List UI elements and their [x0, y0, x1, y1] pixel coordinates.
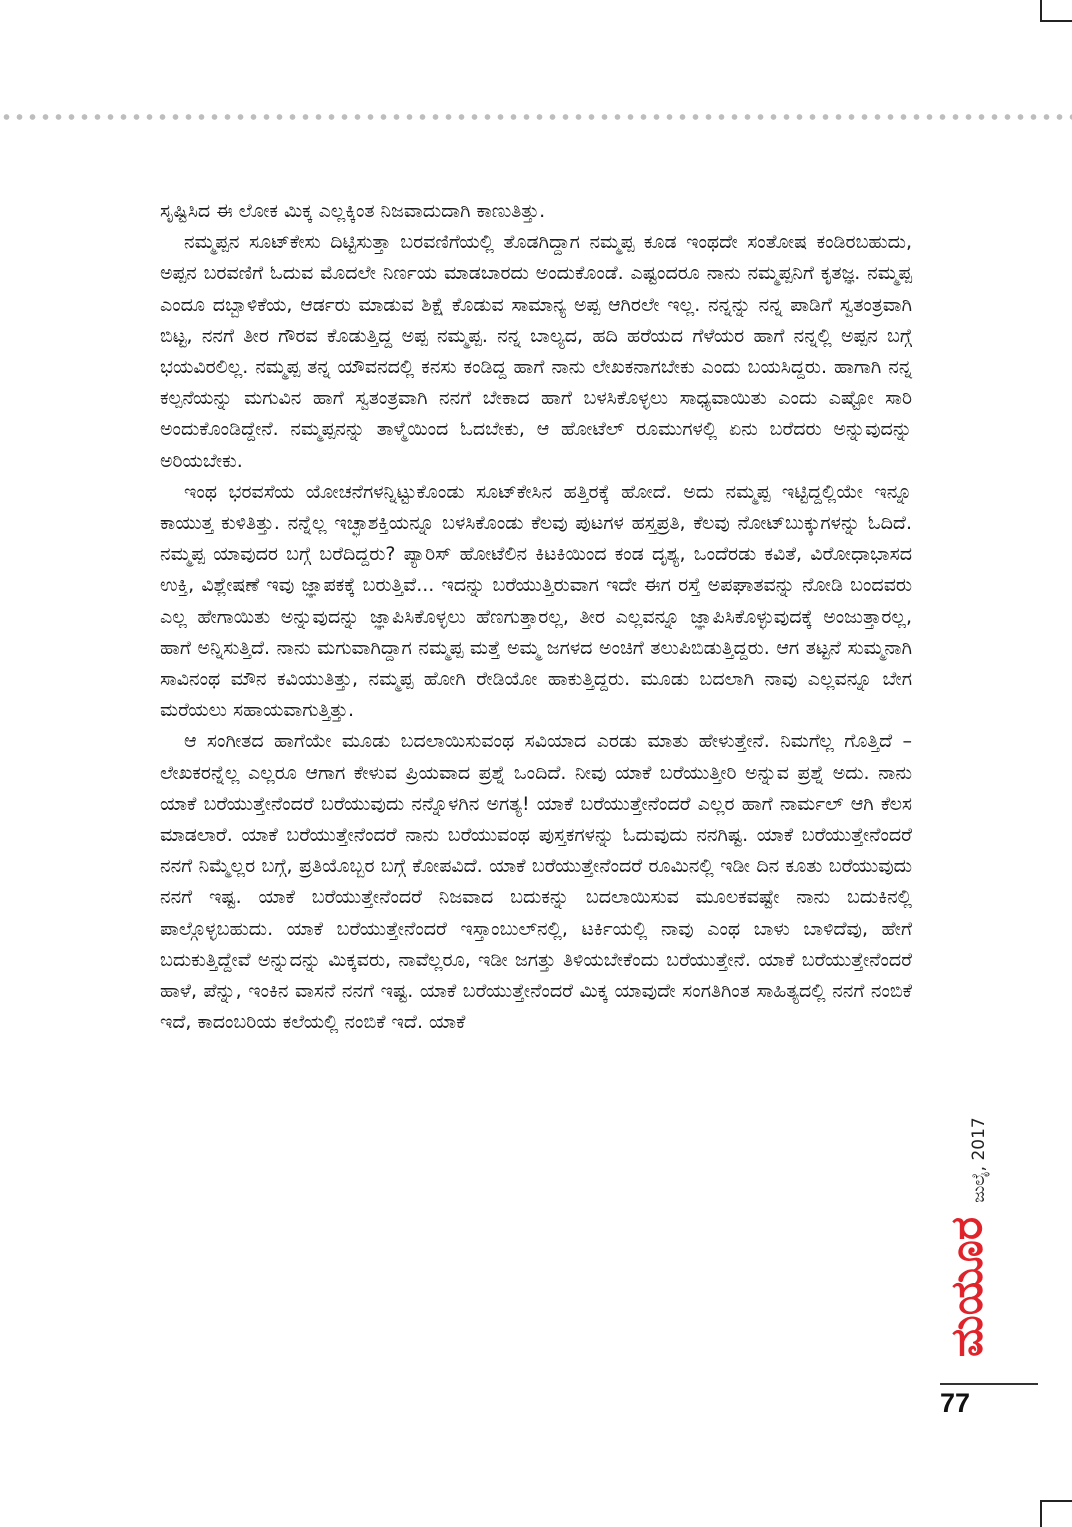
paragraph: ನಮ್ಮಪ್ಪನ ಸೂಟ್‌ಕೇಸು ದಿಟ್ಟಿಸುತ್ತಾ ಬರವಣಿಗೆಯಲ್ಲಿ ತೊಡಗಿದ್ದಾಗ ನಮ್ಮಪ್ಪ ಕೂಡ ಇಂಥದೇ ಸಂತೋಷ ಕಂಡಿರಬಹುದು, ಅಪ್ಪನ ಬರವಣಿಗೆ ಓದುವ ಮೊದಲೇ ನಿರ್ಣಯ ಮಾಡಬಾರದು ಅಂದುಕೊಂಡೆ. ಎಷ್ಟಂದರೂ ನಾನು ನಮ್ಮಪ್ಪನಿಗೆ ಕೃತಜ್ಞ. ನಮ್ಮಪ್ಪ ಎಂದೂ ದಬ್ಬಾಳಿಕೆಯ, ಆರ್ಡರು ಮಾಡುವ ಶಿಕ್ಷೆ ಕೊಡುವ ಸಾಮಾನ್ಯ ಅಪ್ಪ ಆಗಿರಲೇ ಇಲ್ಲ. ನನ್ನನ್ನು ನನ್ನ ಪಾಡಿಗೆ ಸ್ವತಂತ್ರವಾಗಿ ಬಿಟ್ಟ, ನನಗೆ ತೀರ ಗೌರವ ಕೊಡುತ್ತಿದ್ದ ಅಪ್ಪ ನಮ್ಮಪ್ಪ. ನನ್ನ ಬಾಲ್ಯದ, ಹದಿ ಹರೆಯದ ಗೆಳೆಯರ ಹಾಗೆ ನನ್ನಲ್ಲಿ ಅಪ್ಪನ ಬಗ್ಗೆ ಭಯವಿರಲಿಲ್ಲ. ನಮ್ಮಪ್ಪ ತನ್ನ ಯೌವನದಲ್ಲಿ ಕನಸು ಕಂಡಿದ್ದ ಹಾಗೆ ನಾನು ಲೇಖಕನಾಗಬೇಕು ಎಂದು ಬಯಸಿದ್ದರು. ಹಾಗಾಗಿ ನನ್ನ ಕಲ್ಪನೆಯನ್ನು ಮಗುವಿನ ಹಾಗೆ ಸ್ವತಂತ್ರವಾಗಿ ನನಗೆ ಬೇಕಾದ ಹಾಗೆ ಬಳಸಿಕೊಳ್ಳಲು ಸಾಧ್ಯವಾಯಿತು ಎಂದು ಎಷ್ಟೋ ಸಾರಿ ಅಂದುಕೊಂಡಿದ್ದೇನೆ. ನಮ್ಮಪ್ಪನನ್ನು ತಾಳ್ಮೆಯಿಂದ ಓದಬೇಕು, ಆ ಹೋಟೆಲ್ ರೂಮುಗಳಲ್ಲಿ ಏನು ಬರೆದರು ಅನ್ನುವುದನ್ನು ಅರಿಯಬೇಕು. — [160, 231, 912, 472]
paragraph: ಆ ಸಂಗೀತದ ಹಾಗೆಯೇ ಮೂಡು ಬದಲಾಯಿಸುವಂಥ ಸವಿಯಾದ ಎರಡು ಮಾತು ಹೇಳುತ್ತೇನೆ. ನಿಮಗೆಲ್ಲ ಗೊತ್ತಿದೆ – ಲೇಖಕರನ್ನೆಲ್ಲ ಎಲ್ಲರೂ ಆಗಾಗ ಕೇಳುವ ಪ್ರಿಯವಾದ ಪ್ರಶ್ನೆ ಒಂದಿದೆ. ನೀವು ಯಾಕೆ ಬರೆಯುತ್ತೀರಿ ಅನ್ನುವ ಪ್ರಶ್ನೆ ಅದು. ನಾನು ಯಾಕೆ ಬರೆಯುತ್ತೇನೆಂದರೆ ಬರೆಯುವುದು ನನ್ನೊಳಗಿನ ಅಗತ್ಯ! ಯಾಕೆ ಬರೆಯುತ್ತೇನೆಂದರೆ ಎಲ್ಲರ ಹಾಗೆ ನಾರ್ಮಲ್ ಆಗಿ ಕೆಲಸ ಮಾಡಲಾರೆ. ಯಾಕೆ ಬರೆಯುತ್ತೇನೆಂದರೆ ನಾನು ಬರೆಯುವಂಥ ಪುಸ್ತಕಗಳನ್ನು ಓದುವುದು ನನಗಿಷ್ಟ. ಯಾಕೆ ಬರೆಯುತ್ತೇನೆಂದರೆ ನನಗೆ ನಿಮ್ಮೆಲ್ಲರ ಬಗ್ಗೆ, ಪ್ರತಿಯೊಬ್ಬರ ಬಗ್ಗೆ ಕೋಪವಿದೆ. ಯಾಕೆ ಬರೆಯುತ್ತೇನೆಂದರೆ ರೂಮಿನಲ್ಲಿ ಇಡೀ ದಿನ ಕೂತು ಬರೆಯುವುದು ನನಗೆ ಇಷ್ಟ. ಯಾಕೆ ಬರೆಯುತ್ತೇನೆಂದರೆ ನಿಜವಾದ ಬದುಕನ್ನು ಬದಲಾಯಿಸುವ ಮೂಲಕವಷ್ಟೇ ನಾನು ಬದುಕಿನಲ್ಲಿ ಪಾಲ್ಗೊಳ್ಳಬಹುದು. ಯಾಕೆ ಬರೆಯುತ್ತೇನೆಂದರೆ ಇಸ್ತಾಂಬುಲ್‌ನಲ್ಲಿ, ಟರ್ಕಿಯಲ್ಲಿ ನಾವು ಎಂಥ ಬಾಳು ಬಾಳಿದೆವು, ಹೇಗೆ ಬದುಕುತ್ತಿದ್ದೇವೆ ಅನ್ನುದನ್ನು ಮಿಕ್ಕವರು, ನಾವೆಲ್ಲರೂ, ಇಡೀ ಜಗತ್ತು ತಿಳಿಯಬೇಕೆಂದು ಬರೆಯುತ್ತೇನೆ. ಯಾಕೆ ಬರೆಯುತ್ತೇನೆಂದರೆ ಹಾಳೆ, ಪೆನ್ನು, ಇಂಕಿನ ವಾಸನೆ ನನಗೆ ಇಷ್ಟ. ಯಾಕೆ ಬರೆಯುತ್ತೇನೆಂದರೆ ಮಿಕ್ಕ ಯಾವುದೇ ಸಂಗತಿಗಿಂತ ಸಾಹಿತ್ಯದಲ್ಲಿ ನನಗೆ ನಂಬಿಕೆ ಇದೆ, ಕಾದಂಬರಿಯ ಕಲೆಯಲ್ಲಿ ನಂಬಿಕೆ ಇದೆ. ಯಾಕೆ — [160, 730, 912, 1034]
paragraph: ಇಂಥ ಭರವಸೆಯ ಯೋಚನೆಗಳನ್ನಿಟ್ಟುಕೊಂಡು ಸೂಟ್‌ಕೇಸಿನ ಹತ್ತಿರಕ್ಕೆ ಹೋದೆ. ಅದು ನಮ್ಮಪ್ಪ ಇಟ್ಟಿದ್ದಲ್ಲಿಯೇ ಇನ್ನೂ ಕಾಯುತ್ತ ಕುಳಿತಿತ್ತು. ನನ್ನೆಲ್ಲ ಇಚ್ಛಾಶಕ್ತಿಯನ್ನೂ ಬಳಸಿಕೊಂಡು ಕೆಲವು ಪುಟಗಳ ಹಸ್ತಪ್ರತಿ, ಕೆಲವು ನೋಟ್‌ಬುಕ್ಕುಗಳನ್ನು ಓದಿದೆ. ನಮ್ಮಪ್ಪ ಯಾವುದರ ಬಗ್ಗೆ ಬರೆದಿದ್ದರು? ಪ್ಯಾರಿಸ್ ಹೋಟೆಲಿನ ಕಿಟಕಿಯಿಂದ ಕಂಡ ದೃಶ್ಯ, ಒಂದೆರಡು ಕವಿತೆ, ವಿರೋಧಾಭಾಸದ ಉಕ್ತಿ, ವಿಶ್ಲೇಷಣೆ ಇವು ಜ್ಞಾಪಕಕ್ಕೆ ಬರುತ್ತಿವೆ... ಇದನ್ನು ಬರೆಯುತ್ತಿರುವಾಗ ಇದೇ ಈಗ ರಸ್ತೆ ಅಪಘಾತವನ್ನು ನೋಡಿ ಬಂದವರು ಎಲ್ಲ ಹೇಗಾಯಿತು ಅನ್ನುವುದನ್ನು ಜ್ಞಾಪಿಸಿಕೊಳ್ಳಲು ಹೆಣಗುತ್ತಾರಲ್ಲ, ತೀರ ಎಲ್ಲವನ್ನೂ ಜ್ಞಾಪಿಸಿಕೊಳ್ಳುವುದಕ್ಕೆ ಅಂಜುತ್ತಾರಲ್ಲ, ಹಾಗೆ ಅನ್ನಿಸುತ್ತಿದೆ. ನಾನು ಮಗುವಾಗಿದ್ದಾಗ ನಮ್ಮಪ್ಪ ಮತ್ತೆ ಅಮ್ಮ ಜಗಳದ ಅಂಚಿಗೆ ತಲುಪಿಬಿಡುತ್ತಿದ್ದರು. ಆಗ ತಟ್ಟನೆ ಸುಮ್ಮನಾಗಿ ಸಾವಿನಂಥ ಮೌನ ಕವಿಯುತಿತ್ತು, ನಮ್ಮಪ್ಪ ಹೋಗಿ ರೇಡಿಯೋ ಹಾಕುತ್ತಿದ್ದರು. ಮೂಡು ಬದಲಾಗಿ ನಾವು ಎಲ್ಲವನ್ನೂ ಬೇಗ ಮರೆಯಲು ಸಹಾಯವಾಗುತ್ತಿತ್ತು. — [160, 480, 912, 722]
crop-mark-bottom — [1040, 1500, 1072, 1527]
magazine-logo — [942, 1205, 992, 1370]
dotted-divider — [0, 111, 1072, 123]
issue-date: ಜುಲೈ, 2017 — [969, 1117, 989, 1203]
page-number: 77 — [940, 1388, 971, 1418]
article-body — [160, 196, 912, 1038]
crop-mark-top — [1040, 0, 1072, 22]
svg-text:ಮಯೂರ: ಮಯೂರ — [942, 1216, 992, 1358]
footer-rule — [940, 1383, 1038, 1385]
paragraph: ಸೃಷ್ಟಿಸಿದ ಈ ಲೋಕ ಮಿಕ್ಕ ಎಲ್ಲಕ್ಕಿಂತ ನಿಜವಾದುದಾಗಿ ಕಾಣುತಿತ್ತು. — [160, 200, 546, 222]
